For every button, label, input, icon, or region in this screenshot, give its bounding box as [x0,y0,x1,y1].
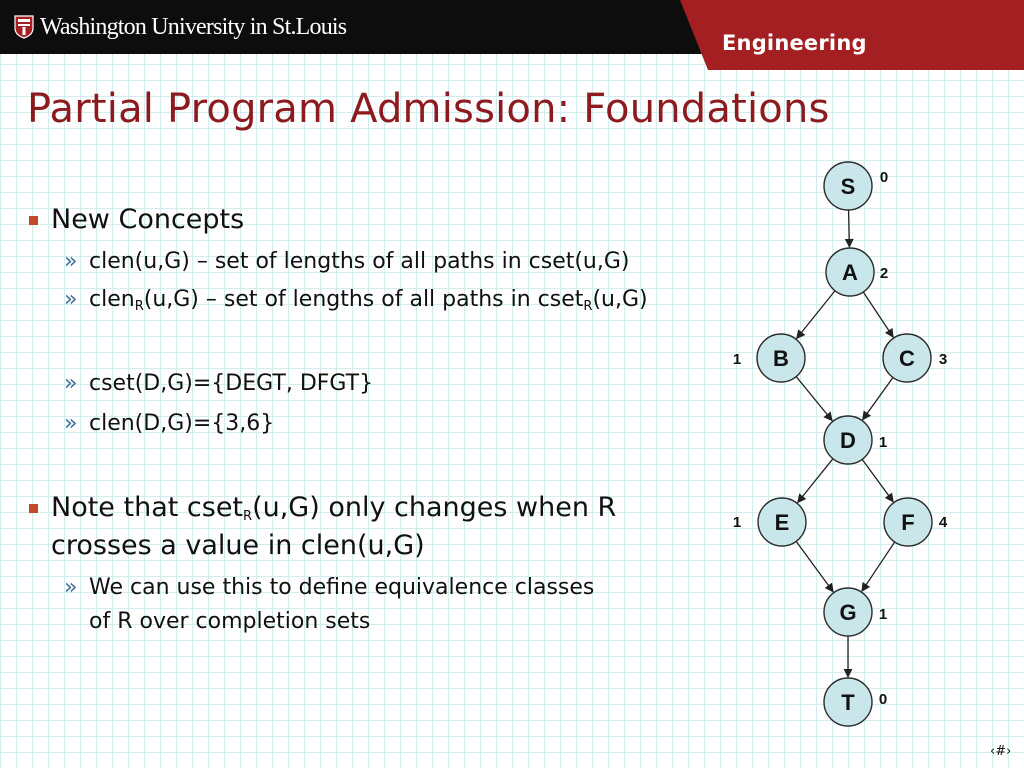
node-C [883,334,947,382]
node-label: A [842,260,858,285]
raquo-icon: » [64,371,78,396]
node-label: G [839,600,857,625]
node-D [824,416,887,464]
subbullet-clen-def [64,249,630,275]
node-label: C [899,346,915,371]
edge-F-G [862,542,895,591]
bullet-new-concepts [51,204,244,236]
subbullet-clen-example [64,411,275,437]
university-crest-icon [14,15,34,39]
subbullet-text: We can use this to define equivalence classes [89,575,595,600]
bullet-square-icon [29,216,38,225]
header-bar [0,0,1024,54]
edge-S-A [849,210,850,247]
node-label: T [841,690,855,715]
node-label: E [774,510,790,535]
university-name: Washington University in St.Louis [40,14,347,40]
node-F [884,498,948,546]
edge-C-D [863,377,893,419]
node-E [733,498,806,546]
slide-title: Partial Program Admission: Foundations [27,86,830,132]
subbullet-clenr-def: » clen$_R$(u,G) – set of lengths of all paths in cset$_R$(u,G) [64,287,648,314]
bullet-note-line2: crosses a value in clen(u,G) [51,530,425,561]
raquo-icon: » [64,575,78,600]
node-weight: 1 [878,434,888,451]
node-weight: 2 [879,265,889,282]
node-label: B [773,346,789,371]
subbullet-use [64,575,595,601]
node-weight: 1 [878,606,888,623]
node-weight: 4 [938,514,948,531]
subbullet-text: clen(D,G)={3,6} [89,411,275,436]
node-label: S [840,174,856,199]
school-name: Engineering [722,31,867,55]
node-B [733,334,805,382]
node-weight: 1 [732,351,742,368]
node-T [824,678,887,726]
edge-A-B [797,291,835,339]
subbullet-text: clen(u,G) – set of lengths of all paths in cset(u,G) [89,249,630,274]
edge-B-D [796,377,832,421]
bullet-square-icon [29,504,38,513]
path-graph [700,150,980,750]
raquo-icon: » [64,249,78,274]
node-weight: 0 [879,169,889,186]
node-label: D [840,428,856,453]
node-A [826,248,888,296]
edge-D-F [862,459,893,501]
bullet-note: Note that cset$_R$(u,G) only changes when R [51,492,616,524]
subbullet-text: cset(D,G)={DEGT, DFGT} [89,371,374,396]
node-S [824,162,888,210]
edge-D-E [798,459,833,503]
node-weight: 0 [878,691,888,708]
raquo-icon: » [64,287,78,312]
node-G [824,588,887,636]
edge-E-G [796,541,833,591]
raquo-icon: » [64,411,78,436]
subbullet-use-line2: of R over completion sets [89,609,371,634]
subbullet-cset-example [64,371,374,397]
node-label: F [901,510,915,535]
edge-A-C [863,292,893,337]
bullet-text: New Concepts [51,204,245,235]
page-number: ‹#› [990,744,1012,759]
node-weight: 3 [938,351,948,368]
university-logo [14,14,346,40]
node-weight: 1 [732,514,742,531]
graph-nodes [733,162,948,726]
